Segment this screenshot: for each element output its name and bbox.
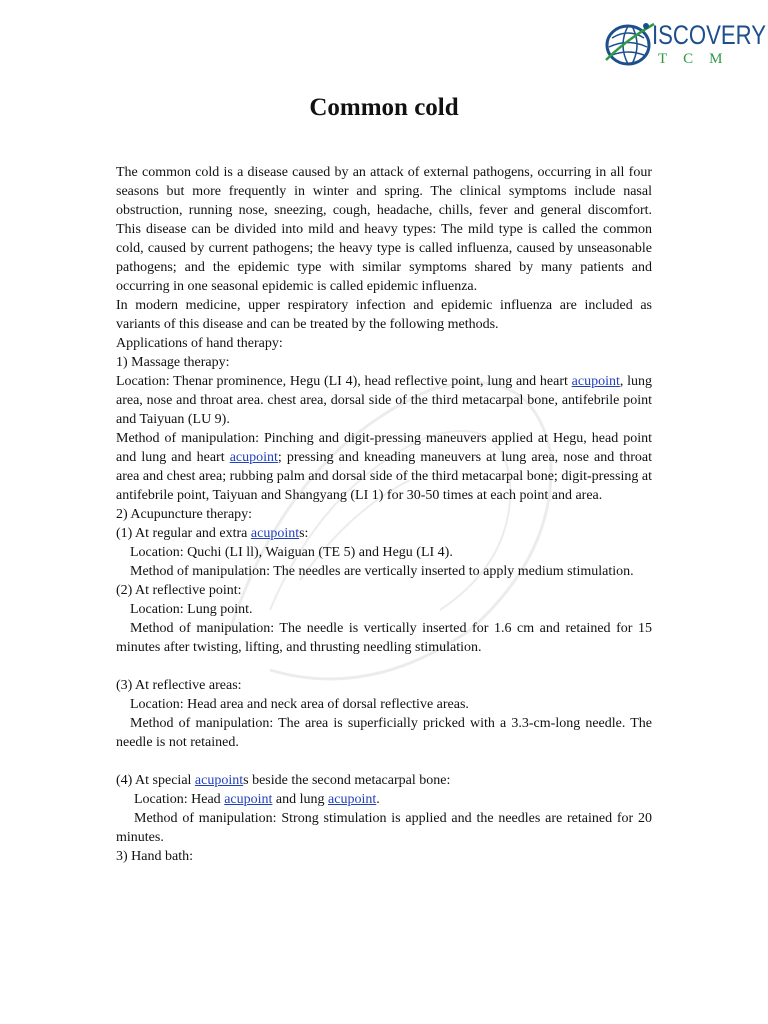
reflective-point-method: Method of manipulation: The needle is vertically inserted for 1.6 cm and retained for 15 minutes after twisting, lifting, and thrusting needling stimulation. [116, 621, 652, 655]
regular-acupoints-method: Method of manipulation: The needles are vertically inserted to apply medium stimulation. [130, 564, 634, 579]
reflective-point-location: Location: Lung point. [130, 602, 253, 617]
regular-acupoints-location: Location: Quchi (LI ll), Waiguan (TE 5) and Hegu (LI 4). [130, 545, 453, 560]
reflective-areas-method: Method of manipulation: The area is superficially pricked with a 3.3-cm-long needle. The needle is not retained. [116, 716, 652, 750]
logo-subtitle: TCM [658, 51, 739, 67]
special-acupoints-location: Location: Head acupoint and lung acupoint. [134, 792, 380, 807]
page-title: Common cold [309, 94, 459, 121]
special-acupoints-method: Method of manipulation: Strong stimulation is applied and the needles are retained for 20 minutes. [116, 811, 652, 845]
acupoint-link[interactable]: acupoint [250, 526, 300, 541]
reflective-areas-location: Location: Head area and neck area of dorsal reflective areas. [130, 697, 469, 712]
massage-location: Location: Thenar prominence, Hegu (LI 4), head reflective point, lung and heart acupoint, lung area, nose and throat area. chest area, dorsal side of the third metacarpal bone, antifebrile point and Taiyuan (LU 9). [116, 374, 653, 427]
intro-paragraph: The common cold is a disease caused by an attack of external pathogens, occurring in all four seasons but more frequently in winter and spring. The clinical symptoms include nasal obstruction, running nose, sneezing, cough, headache, chills, fever and general discomfort. This disease can be divided into mild and heavy types: The mild type is called the common cold, caused by current pathogens; the heavy type is called influenza, caused by unseasonable pathogens; and the epidemic type with similar symptoms shared by many patients and occurring in one seasonal epidemic is called epidemic influenza. [116, 165, 652, 294]
globe-icon [602, 20, 658, 68]
discovery-tcm-logo [600, 18, 767, 70]
modern-medicine-paragraph: In modern medicine, upper respiratory infection and epidemic influenza are included as variants of this disease and can be treated by the following methods. [116, 298, 652, 332]
hand-bath-heading: 3) Hand bath: [116, 849, 193, 864]
head-acupoint-link[interactable]: acupoint [224, 792, 273, 807]
acupoint-link[interactable]: acupoint [571, 374, 620, 389]
acupoint-link[interactable]: acupoint [229, 450, 278, 465]
special-acupoints-heading: (4) At special acupoints beside the second metacarpal bone: [116, 773, 451, 788]
logo-wordmark: ISCOVERY [652, 20, 767, 50]
applications-heading: Applications of hand therapy: [116, 336, 283, 351]
massage-heading: 1) Massage therapy: [116, 355, 230, 370]
reflective-areas-heading: (3) At reflective areas: [116, 678, 242, 693]
massage-method: Method of manipulation: Pinching and digit-pressing maneuvers applied at Hegu, head point and lung and heart acupoint; pressing and kneading maneuvers at lung area, nose and throat area and chest area; rubbing palm and dorsal side of the third metacarpal bone; digit-pressing at antifebrile point, Taiyuan and Shangyang (LI 1) for 30-50 times at each point and area. [116, 431, 652, 503]
document-body [116, 163, 652, 866]
reflective-point-heading: (2) At reflective point: [116, 583, 242, 598]
acupoint-link[interactable]: acupoint [194, 773, 244, 788]
regular-acupoints-heading: (1) At regular and extra acupoints: [116, 526, 309, 541]
acupuncture-heading: 2) Acupuncture therapy: [116, 507, 253, 522]
lung-acupoint-link[interactable]: acupoint [328, 792, 377, 807]
